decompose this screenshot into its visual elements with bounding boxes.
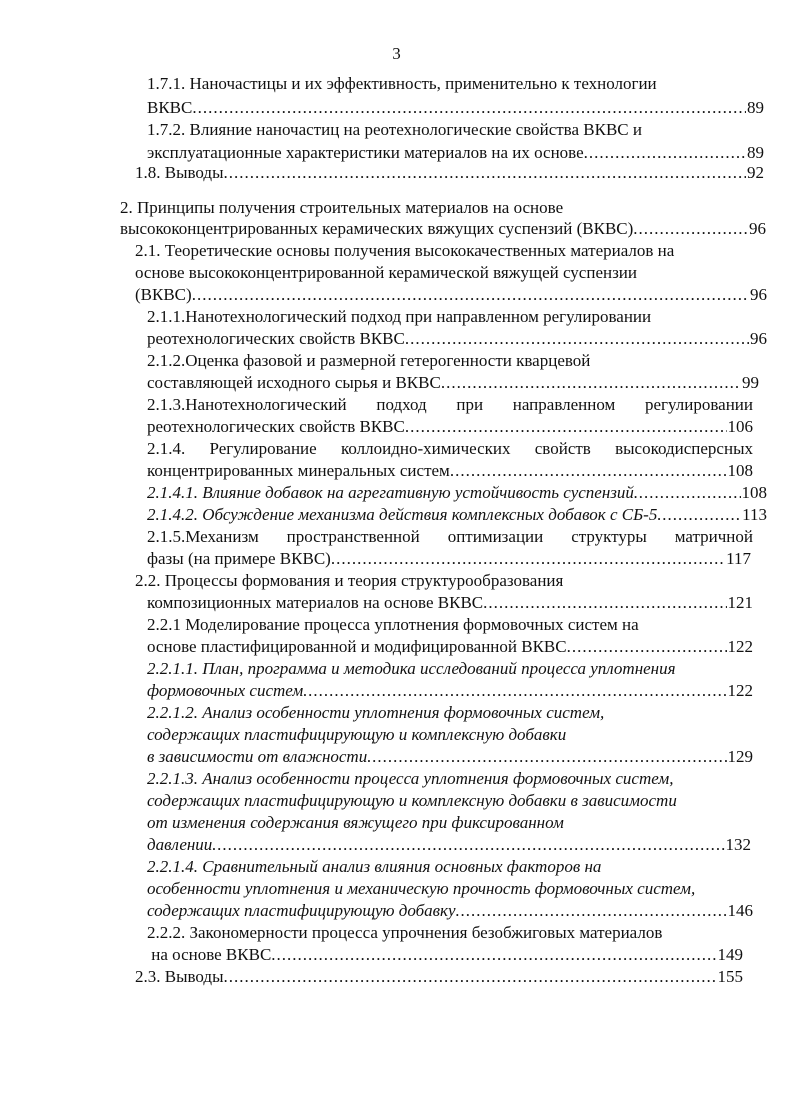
toc-entry-text: композиционных материалов на основе ВКВС (147, 593, 484, 612)
toc-entry-2-1-4-line1: 2.1.4. Регулирование коллоидно-химических свойств высокодисперсных (147, 439, 753, 458)
toc-entry-text: 2.3. Выводы (135, 967, 224, 986)
toc-entry-2-2-1-1[interactable] (147, 680, 753, 702)
toc-entry-2-1-5-line1: 2.1.5.Механизм пространственной оптимизации структуры матричной (147, 527, 753, 546)
toc-entry-2-1-5[interactable] (147, 548, 751, 570)
dot-leader (567, 636, 727, 658)
toc-page-number: 132 (725, 835, 751, 854)
toc-entry-text: ВКВС (147, 98, 193, 117)
toc-entry-2-1-4-1[interactable] (147, 482, 767, 504)
toc-entry-2-2-1-line1: 2.2.1 Моделирование процесса уплотнения формовочных систем на (147, 615, 639, 634)
toc-page-number: 108 (727, 461, 753, 480)
toc-entry-2-2-1-3-line2: содержащих пластифицирующую и комплексную добавки в зависимости (147, 791, 677, 810)
toc-page-number: 89 (747, 143, 764, 162)
toc-entry-text: фазы (на примере ВКВС) (147, 549, 331, 568)
toc-entry-text: реотехнологических свойств ВКВС (147, 329, 405, 348)
dot-leader (224, 966, 717, 988)
toc-entry-2-2-1-4-line2: особенности уплотнения и механическую прочность формовочных систем, (147, 879, 696, 898)
dot-leader (584, 142, 746, 164)
dot-leader (405, 328, 749, 350)
dot-leader (271, 944, 716, 966)
toc-entry-text: высококонцентрированных керамических вяжущих суспензий (ВКВС) (120, 219, 634, 238)
dot-leader (633, 218, 748, 240)
toc-entry-2[interactable] (120, 218, 766, 240)
dot-leader (224, 162, 746, 184)
toc-page-number: 106 (727, 417, 753, 436)
toc-page-number: 96 (749, 219, 766, 238)
toc-page-number: 149 (717, 945, 743, 964)
dot-leader (483, 592, 726, 614)
dot-leader (634, 482, 741, 504)
toc-entry-2-2-1-4-line1: 2.2.1.4. Сравнительный анализ влияния основных факторов на (147, 857, 602, 876)
toc-entry-text: реотехнологических свойств ВКВС (147, 417, 405, 436)
toc-entry-2-1[interactable] (135, 284, 767, 306)
toc-page-number: 96 (750, 285, 767, 304)
toc-entry-2-3[interactable] (135, 966, 743, 988)
toc-page-number: 129 (727, 747, 753, 766)
dot-leader (192, 97, 746, 119)
toc-entry-1-7-1-line1: 1.7.1. Наночастицы и их эффективность, применительно к технологии (147, 74, 657, 93)
toc-page-number: 117 (726, 549, 751, 568)
page-number: 3 (392, 44, 401, 63)
toc-entry-2-1-line1: 2.1. Теоретические основы получения высококачественных материалов на (135, 241, 675, 260)
toc-page-number: 155 (717, 967, 743, 986)
toc-entry-2-2-1[interactable] (147, 636, 753, 658)
toc-entry-2-1-4[interactable] (147, 460, 753, 482)
dot-leader (657, 504, 741, 526)
toc-entry-2-1-1[interactable] (147, 328, 767, 350)
toc-page-number: 146 (727, 901, 753, 920)
toc-entry-text: составляющей исходного сырья и ВКВС (147, 373, 441, 392)
toc-entry-text: содержащих пластифицирующую добавку (147, 901, 456, 920)
toc-entry-2-2-1-2-line1: 2.2.1.2. Анализ особенности уплотнения формовочных систем, (147, 703, 605, 722)
toc-entry-2-2-2-line1: 2.2.2. Закономерности процесса упрочнения безобжиговых материалов (147, 923, 663, 942)
dot-leader (303, 680, 726, 702)
toc-entry-text: 2.1.4.2. Обсуждение механизма действия комплексных добавок с СБ-5 (147, 505, 658, 524)
toc-entry-text: эксплуатационные характеристики материалов на их основе (147, 143, 584, 162)
toc-entry-text: давлении (147, 835, 213, 854)
toc-entry-text: основе пластифицированной и модифицированной ВКВС (147, 637, 567, 656)
toc-page-number: 96 (750, 329, 767, 348)
toc-entry-2-2-1-1-line1: 2.2.1.1. План, программа и методика исследований процесса уплотнения (147, 659, 676, 678)
toc-page-number: 113 (742, 505, 767, 524)
toc-entry-2-1-2-line1: 2.1.2.Оценка фазовой и размерной гетерогенности кварцевой (147, 351, 591, 370)
toc-entry-2-1-line2: основе высококонцентрированной керамической вяжущей суспензии (135, 263, 637, 282)
toc-page-number: 122 (727, 681, 753, 700)
toc-entry-2-2[interactable] (147, 592, 753, 614)
toc-entry-2-1-2[interactable] (147, 372, 759, 394)
toc-entry-text: (ВКВС) (135, 285, 192, 304)
toc-page-number: 121 (727, 593, 753, 612)
dot-leader (456, 900, 727, 922)
toc-entry-text: 1.8. Выводы (135, 163, 224, 182)
toc-entry-2-1-1-line1: 2.1.1.Нанотехнологический подход при направленном регулировании (147, 307, 652, 326)
toc-entry-2-line1: 2. Принципы получения строительных материалов на основе (120, 198, 564, 217)
toc-page-number: 89 (747, 98, 764, 117)
toc-entry-2-2-1-3[interactable] (147, 834, 751, 856)
toc-entry-2-1-4-2[interactable] (147, 504, 767, 526)
dot-leader (405, 416, 727, 438)
toc-entry-2-2-1-4[interactable] (147, 900, 753, 922)
dot-leader (212, 834, 724, 856)
dot-leader (441, 372, 741, 394)
toc-entry-1-7-1[interactable] (147, 97, 764, 119)
toc-entry-2-2-1-2[interactable] (147, 746, 753, 768)
dot-leader (367, 746, 726, 768)
toc-entry-text: концентрированных минеральных систем (147, 461, 450, 480)
toc-entry-text: на основе ВКВС (147, 945, 272, 964)
toc-page-number: 92 (747, 163, 764, 182)
toc-entry-text: 2.1.4.1. Влияние добавок на агрегативную устойчивость суспензий (147, 483, 634, 502)
toc-entry-text: в зависимости от влажности (147, 747, 368, 766)
toc-entry-2-2-line1: 2.2. Процессы формования и теория структурообразования (135, 571, 564, 590)
toc-page-number: 99 (742, 373, 759, 392)
toc-entry-2-1-3[interactable] (147, 416, 753, 438)
toc-entry-1-7-2[interactable] (147, 142, 764, 164)
dot-leader (192, 284, 749, 306)
toc-entry-2-2-1-3-line1: 2.2.1.3. Анализ особенности процесса уплотнения формовочных систем, (147, 769, 674, 788)
toc-entry-2-2-2[interactable] (147, 944, 743, 966)
toc-entry-1-8[interactable] (135, 162, 764, 184)
toc-entry-1-7-2-line1: 1.7.2. Влияние наночастиц на реотехнологические свойства ВКВС и (147, 120, 642, 139)
toc-entry-2-2-1-3-line3: от изменения содержания вяжущего при фиксированном (147, 813, 564, 832)
toc-page-number: 108 (741, 483, 767, 502)
toc-entry-2-1-3-line1: 2.1.3.Нанотехнологический подход при направленном регулировании (147, 395, 753, 414)
toc-entry-2-2-1-2-line2: содержащих пластифицирующую и комплексную добавки (147, 725, 567, 744)
toc-page-number: 122 (727, 637, 753, 656)
dot-leader (331, 548, 725, 570)
dot-leader (450, 460, 727, 482)
toc-entry-text: формовочных систем (147, 681, 304, 700)
